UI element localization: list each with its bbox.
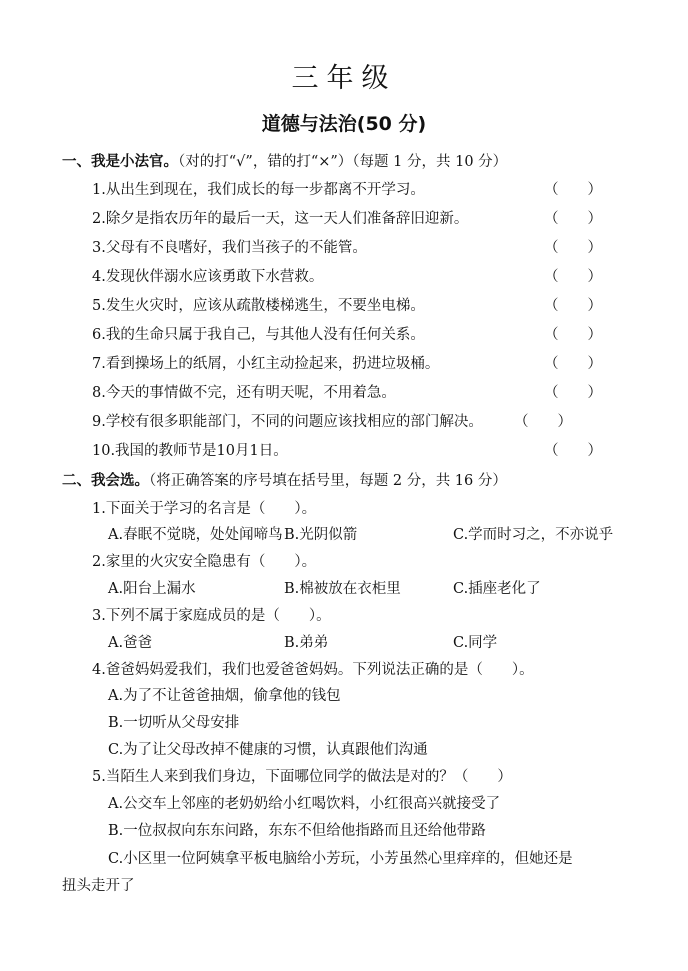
q2-option-b: B.棉被放在衣柜里 bbox=[284, 581, 401, 597]
judgment-item: 4.发现伙伴溺水应该勇敢下水营救。 bbox=[92, 269, 324, 285]
judgment-item: 6.我的生命只属于我自己，与其他人没有任何关系。 bbox=[92, 327, 425, 343]
judgment-item: 8.今天的事情做不完，还有明天呢，不用着急。 bbox=[92, 385, 396, 401]
q3-option-a: A.爸爸 bbox=[108, 635, 153, 651]
q1-stem: 1.下面关于学习的名言是（ ）。 bbox=[92, 501, 317, 517]
q3-option-b: B.弟弟 bbox=[284, 635, 329, 651]
q5-option-b: B.一位叔叔向东东问路，东东不但给他指路而且还给他带路 bbox=[108, 823, 486, 839]
q1-option-c: C.学而时习之，不亦说乎 bbox=[453, 527, 614, 543]
judgment-item: 7.看到操场上的纸屑，小红主动捡起来，扔进垃圾桶。 bbox=[92, 356, 440, 372]
q2-option-a: A.阳台上漏水 bbox=[108, 581, 196, 597]
answer-bracket: （ ） bbox=[544, 240, 602, 256]
q5-stem: 5.当陌生人来到我们身边，下面哪位同学的做法是对的？（ ） bbox=[92, 769, 512, 785]
q1-option-b: B.光阴似箭 bbox=[284, 527, 358, 543]
section-1-heading-rest: （对的打“√”，错的打“×”）（每题 1 分，共 10 分） bbox=[178, 154, 508, 170]
q4-stem: 4.爸爸妈妈爱我们，我们也爱爸爸妈妈。下列说法正确的是（ ）。 bbox=[92, 662, 534, 678]
answer-bracket: （ ） bbox=[544, 269, 602, 285]
q3-option-c: C.同学 bbox=[453, 635, 498, 651]
q5-option-a: A.公交车上邻座的老奶奶给小红喝饮料，小红很高兴就接受了 bbox=[108, 796, 501, 812]
q1-option-a: A.春眠不觉晓，处处闻啼鸟 bbox=[108, 527, 283, 543]
subject-title: 道德与法治(50 分) bbox=[261, 113, 427, 135]
judgment-item: 10.我国的教师节是10月1日。 bbox=[92, 443, 288, 459]
q3-stem: 3.下列不属于家庭成员的是（ ）。 bbox=[92, 608, 331, 624]
q5-option-c-line2: 扭头走开了 bbox=[62, 878, 135, 894]
q4-option-a: A.为了不让爸爸抽烟，偷拿他的钱包 bbox=[108, 688, 341, 704]
answer-bracket: （ ） bbox=[544, 327, 602, 343]
answer-bracket: （ ） bbox=[514, 414, 572, 430]
q2-option-c: C.插座老化了 bbox=[453, 581, 541, 597]
judgment-item: 1.从出生到现在，我们成长的每一步都离不开学习。 bbox=[92, 182, 425, 198]
answer-bracket: （ ） bbox=[544, 211, 602, 227]
answer-bracket: （ ） bbox=[544, 356, 602, 372]
answer-bracket: （ ） bbox=[544, 443, 602, 459]
q4-option-b: B.一切听从父母安排 bbox=[108, 715, 240, 731]
section-2-heading bbox=[62, 469, 507, 490]
q5-option-c-line1: C.小区里一位阿姨拿平板电脑给小芳玩，小芳虽然心里痒痒的，但她还是 bbox=[108, 851, 573, 867]
section-1-heading-bold: 一、我是小法官。 bbox=[62, 154, 178, 170]
answer-bracket: （ ） bbox=[544, 182, 602, 198]
section-2-heading-rest: （将正确答案的序号填在括号里，每题 2 分，共 16 分） bbox=[149, 473, 507, 489]
section-2-heading-bold: 二、我会选。 bbox=[62, 473, 149, 489]
answer-bracket: （ ） bbox=[544, 298, 602, 314]
grade-title: 三年级 bbox=[291, 63, 397, 94]
q4-option-c: C.为了让父母改掉不健康的习惯，认真跟他们沟通 bbox=[108, 742, 428, 758]
answer-bracket: （ ） bbox=[544, 385, 602, 401]
judgment-item: 9.学校有很多职能部门，不同的问题应该找相应的部门解决。 bbox=[92, 414, 483, 430]
section-1-heading bbox=[62, 150, 507, 171]
judgment-item: 2.除夕是指农历年的最后一天，这一天人们准备辞旧迎新。 bbox=[92, 211, 469, 227]
judgment-item: 5.发生火灾时，应该从疏散楼梯逃生，不要坐电梯。 bbox=[92, 298, 425, 314]
judgment-item: 3.父母有不良嗜好，我们当孩子的不能管。 bbox=[92, 240, 367, 256]
q2-stem: 2.家里的火灾安全隐患有（ ）。 bbox=[92, 554, 317, 570]
